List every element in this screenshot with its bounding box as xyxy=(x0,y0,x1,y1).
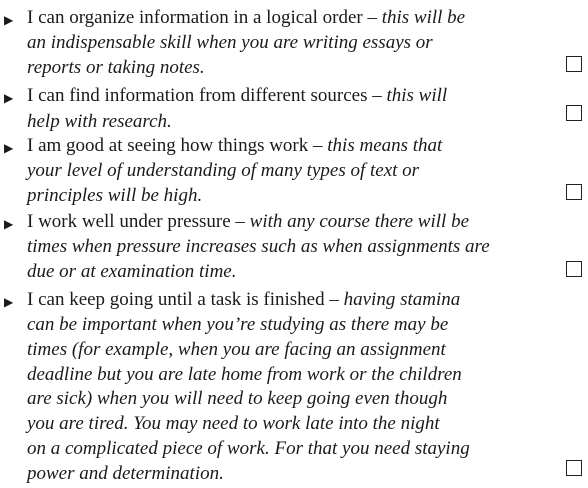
item-explanation: with any course there will be xyxy=(249,211,470,232)
item-explanation: having stamina xyxy=(343,289,461,310)
item-statement: I can find information from different sources – xyxy=(27,85,387,106)
item-explanation: an indispensable skill when you are writing essays or xyxy=(27,32,433,53)
item-explanation: this will xyxy=(386,85,448,106)
item-line xyxy=(27,462,224,487)
item-explanation: power and determination. xyxy=(27,463,224,484)
bullet-arrow-icon: ▶ xyxy=(4,91,14,105)
item-line xyxy=(27,412,440,437)
item-line xyxy=(27,338,446,363)
item-line xyxy=(27,84,447,109)
item-explanation: this will be xyxy=(381,7,466,28)
item-statement: I am good at seeing how things work – xyxy=(27,135,328,156)
bullet-arrow-icon: ▶ xyxy=(4,13,14,27)
item-explanation: due or at examination time. xyxy=(27,261,237,282)
item-explanation: your level of understanding of many types of text or xyxy=(27,160,420,181)
item-statement: I work well under pressure – xyxy=(27,211,250,232)
item-line xyxy=(27,313,448,338)
item-statement: I can keep going until a task is finished – xyxy=(27,289,344,310)
item-line xyxy=(27,235,490,260)
item-line xyxy=(27,6,465,31)
item-line xyxy=(27,210,469,235)
item-line xyxy=(27,31,433,56)
item-line xyxy=(27,363,462,388)
item-explanation: principles will be high. xyxy=(27,185,203,206)
item-explanation: on a complicated piece of work. For that you need staying xyxy=(27,438,470,459)
item-explanation: times (for example, when you are facing an assignment xyxy=(27,339,446,360)
item-statement: I can organize information in a logical order – xyxy=(27,7,382,28)
item-line xyxy=(27,159,419,184)
bullet-arrow-icon: ▶ xyxy=(4,217,14,231)
item-explanation: times when pressure increases such as when assignments are xyxy=(27,236,490,257)
checkbox[interactable] xyxy=(566,56,582,72)
item-explanation: are sick) when you will need to keep going even though xyxy=(27,388,448,409)
item-explanation: you are tired. You may need to work late into the night xyxy=(27,413,440,434)
checkbox[interactable] xyxy=(566,261,582,277)
item-line xyxy=(27,288,460,313)
checkbox[interactable] xyxy=(566,105,582,121)
item-line xyxy=(27,437,470,462)
item-line xyxy=(27,184,202,209)
item-line xyxy=(27,134,442,159)
item-line xyxy=(27,387,447,412)
checkbox[interactable] xyxy=(566,460,582,476)
item-explanation: deadline but you are late home from work or the children xyxy=(27,364,462,385)
item-explanation: reports or taking notes. xyxy=(27,57,205,78)
item-explanation: can be important when you’re studying as there may be xyxy=(27,314,449,335)
item-explanation: this means that xyxy=(327,135,443,156)
item-explanation: help with research. xyxy=(27,111,172,132)
bullet-arrow-icon: ▶ xyxy=(4,141,14,155)
item-line xyxy=(27,260,237,285)
item-line xyxy=(27,56,205,81)
checkbox[interactable] xyxy=(566,184,582,200)
bullet-arrow-icon: ▶ xyxy=(4,295,14,309)
item-line xyxy=(27,110,172,135)
